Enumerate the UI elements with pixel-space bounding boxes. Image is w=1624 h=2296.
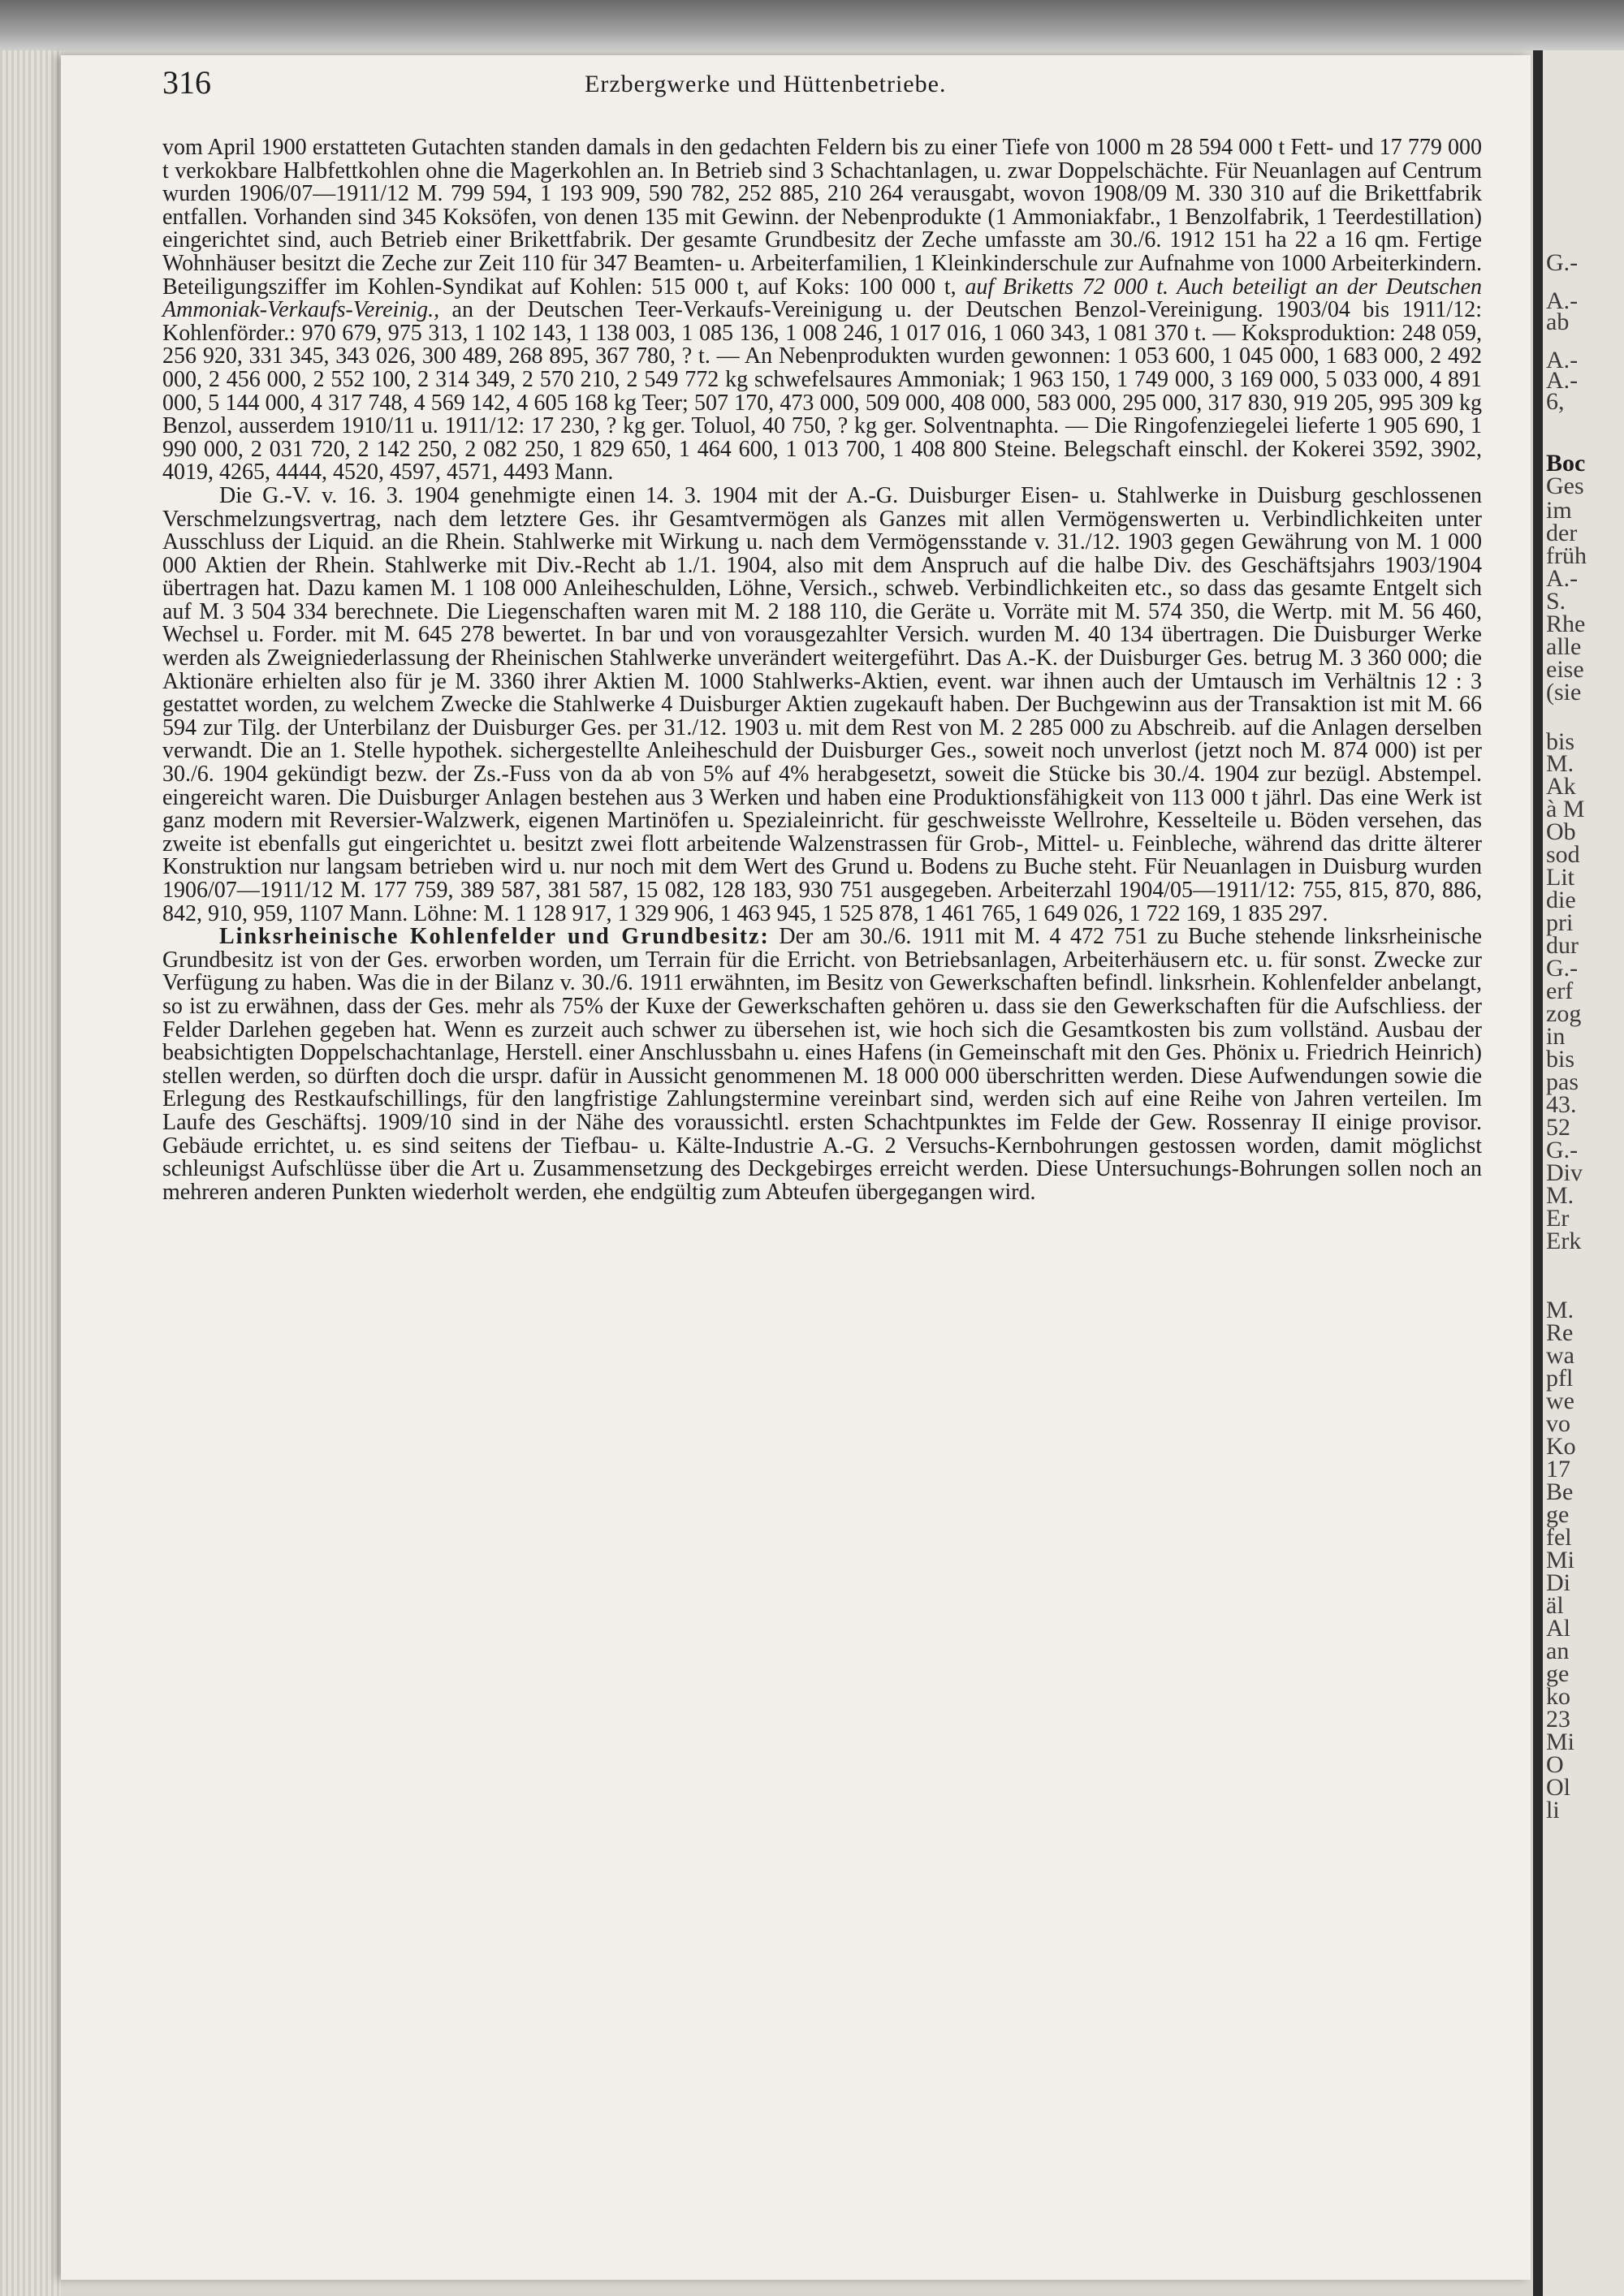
facing-page-fragment-text: äl [1546,1592,1564,1619]
facing-page-fragment-text: Be [1546,1478,1574,1505]
facing-page-fragment-text: M. [1546,1182,1574,1209]
facing-page-fragment-text: à M [1546,796,1585,822]
facing-page-fragment-text: S. [1546,588,1566,615]
facing-page-fragment-text: vo [1546,1410,1570,1437]
facing-page-fragment-text: O [1546,1751,1564,1778]
facing-page-fragment-text: 6, [1546,388,1565,415]
paragraph-2: Die G.-V. v. 16. 3. 1904 genehmigte einen 14. 3. 1904 mit der A.-G. Duisburger Eisen- u. Stahlwerke in Duisburg geschlossenen Verschmelzungsvertrag, nach dem letztere Ges. ihr Gesamtvermögen als Ganzes mit allen Vermögenswerten u. Verbindlichkeiten unter Ausschluss der Liquid. an die Rhein. Stahlwerke mit Wirkung u. nach dem Vermögensstande v. 31./12. 1903 gegen Gewährung von M. 1 000 000 Aktien der Rhein. Stahlwerke mit Div.-Recht ab 1./1. 1904, also mit dem Anspruch auf die halbe Div. des Geschäftsjahrs 1903/1904 übertragen hat. Dazu kamen M. 1 108 000 Anleiheschulden, Löhne, Versich., schweb. Verbindlichkeiten etc., so dass das gesamte Entgelt sich auf M. 3 504 334 berechnete. Die Liegenschaften waren mit M. 2 188 110, die Geräte u. Vorräte mit M. 574 350, die Wertp. mit M. 56 460, Wechsel u. Forder. mit M. 645 278 bewertet. In bar und von vorausgezahlter Versich. wurden M. 40 134 übertragen. Die Duisburger Werke werden als Zweigniederlassung der Rheinischen Stahlwerke unverändert weitergeführt. Das A.-K. der Duisburger Ges. betrug M. 3 360 000; die Aktionäre erhielten also für je M. 3360 ihrer Aktien M. 1000 Stahlwerks-Aktien, event. war ihnen auch der Umtausch im Verhältnis 12 : 3 gestattet worden, zu welchem Zwecke die Stahlwerke 4 Duisburger Aktien zugekauft haben. Der Buchgewinn aus der Transaktion ist mit M. 66 594 zur Tilg. der Unterbilanz der Duisburger Ges. per 31./12. 1903 u. mit dem Rest von M. 2 285 000 zu Abschreib. auf die Anlagen derselben verwandt. Die an 1. Stelle hypothek. sichergestellte Anleiheschuld der Duisburger Ges., soweit noch unverlost (jetzt noch M. 874 000) ist per 30./6. 1904 gekündigt bezw. der Zs.-Fuss von da ab von 5% auf 4% herabgesetzt, soweit die Stücke bis 30./4. 1904 zur bezügl. Abstempel. eingereicht waren. Die Duisburger Anlagen bestehen aus 3 Werken und haben eine Produktionsfähigkeit von 113 000 t jährl. Das eine Werk ist ganz modern mit Reversier-Walzwerk, eigenen Martinöfen u. Spezialeinricht. für geschweisste Wellrohre, Kesselteile u. Böden versehen, das zweite ist ebenfalls gut eingerichtet u. besitzt zwei flott arbeitende Walzenstrassen für Grob-, Mittel- u. Feinbleche, während das dritte älterer Konstruktion nur langsam betrieben wird u. nur noch mit dem Wert des Grund u. Bodens zu Buche steht. Für Neuanlagen in Duisburg wurden 1906/07—1911/12 M. 177 759, 389 587, 381 587, 15 082, 128 183, 930 751 ausgegeben. Arbeiterzahl 1904/05—1911/12: 755, 815, 870, 886, 842, 910, 959, 1107 Mann. Löhne: M. 1 128 917, 1 329 906, 1 463 945, 1 525 878, 1 461 765, 1 649 026, 1 722 169, 1 835 297. [162,482,1482,926]
facing-page-fragment-text: sod [1546,841,1580,868]
facing-page-fragment [1543,50,1624,2296]
facing-page-fragment-text: 23 [1546,1706,1570,1733]
facing-page-fragment-text: Ol [1546,1774,1570,1801]
facing-page-fragment-text: früh [1546,542,1587,569]
facing-page-fragment-text: 52 [1546,1114,1570,1141]
running-head: Erzbergwerke und Hüttenbetriebe. [585,71,947,97]
page-header [162,63,1478,104]
facing-page-fragment-text: Mi [1546,1728,1575,1755]
facing-page-fragment-text: wa [1546,1342,1574,1369]
facing-page-fragment-text: Re [1546,1319,1574,1346]
facing-page-fragment-text: we [1546,1388,1574,1414]
facing-page-fragment-text: Erk [1546,1228,1582,1254]
facing-page-fragment-text: Ak [1546,773,1576,800]
facing-page-fragment-text: ko [1546,1683,1570,1710]
section-heading: Linksrheinische Kohlenfelder und Grundbesitz: [219,924,770,950]
facing-page-fragment-text: li [1546,1797,1560,1823]
facing-page-fragment-text: 17 [1546,1456,1570,1482]
paragraph-3 [162,926,1482,1204]
facing-page-fragment-text: A.- [1546,347,1579,373]
paragraph-1-text-cont: an der Deutschen Teer-Verkaufs-Vereinigung u. der Deutschen Benzol-Vereinigung. 1903/04 bis 1911/12: Kohlenförder.: 970 679, 975 313, 1 102 143, 1 138 003, 1 085 136, 1 008 246, 1 017 016, 1 060 343, 1 081 370 t. — Koksproduktion: 248 059, 256 920, 331 345, 343 026, 300 489, 268 895, 367 780, ? t. — An Nebenprodukten wurden gewonnen: 1 053 600, 1 045 000, 1 683 000, 2 492 000, 2 456 000, 2 552 100, 2 314 349, 2 570 210, 2 549 772 kg schwefelsaures Ammoniak; 1 963 150, 1 749 000, 3 169 000, 5 033 000, 4 891 000, 5 144 000, 4 317 748, 4 569 142, 4 605 168 kg Teer; 507 170, 473 000, 509 000, 408 000, 583 000, 295 000, 317 830, 919 205, 995 309 kg Benzol, ausserdem 1910/11 u. 1911/12: 17 230, ? kg ger. Toluol, 40 750, ? kg ger. Solventnaphta. — Die Ringofenziegelei lieferte 1 905 690, 1 990 000, 2 031 720, 2 142 250, 2 082 250, 1 829 650, 1 464 600, 1 013 700, 1 408 800 Steine. Belegschaft einschl. der Kokerei 3592, 3902, 4019, 4265, 4444, 4520, 4597, 4571, 4493 Mann. [162,297,1482,486]
facing-page-fragment-text: Ges [1546,473,1584,499]
paragraph-1-text: vom April 1900 erstatteten Gutachten standen damals in den gedachten Feldern bis zu einer Tiefe von 1000 m 28 594 000 t Fett- und 17 779 000 t verkokbare Halbfettkohlen ohne die Magerkohlen an. In Betrieb sind 3 Schachtanlagen, u. zwar Doppelschächte. Für Neuanlagen auf Centrum wurden 1906/07—1911/12 M. 799 594, 1 193 909, 590 782, 252 885, 210 264 verausgabt, wovon 1908/09 M. 330 310 auf die Brikettfabrik entfallen. Vorhanden sind 345 Koksöfen, von denen 135 mit Gewinn. der Nebenprodukte (1 Ammoniakfabr., 1 Benzolfabrik, 1 Teerdestillation) eingerichtet sind, auch Betrieb einer Brikettfabrik. Der gesamte Grundbesitz der Zeche umfasste am 30./6. 1912 151 ha 22 a 16 qm. Fertige Wohnhäuser besitzt die Zeche zur Zeit 110 für 347 Beamten- u. Arbeiterfamilien, 1 Kleinkinderschule zur Aufnahme von 1000 Arbeiterkindern. Beteiligungsziffer im Kohlen-Syndikat auf Kohlen: 515 000 t, auf Koks: 100 000 t, [162,135,1482,300]
facing-page-fragment-text: Rhe [1546,611,1586,637]
facing-page-fragment-text: Mi [1546,1547,1575,1573]
facing-page-fragment-text: A.- [1546,565,1579,592]
facing-page-fragment-text: Er [1546,1205,1570,1232]
facing-page-fragment-text: zog [1546,1000,1582,1027]
facing-page-fragment-text: im [1546,497,1572,524]
facing-page-fragment-text: G.- [1546,249,1579,276]
facing-page-fragment-text: bis [1546,1046,1575,1072]
facing-page-fragment-text: alle [1546,633,1582,660]
paragraph-1 [162,136,1482,485]
facing-page-fragment-text: pas [1546,1068,1579,1095]
paragraph-1-italic: auf Briketts 72 000 t. Auch beteiligt an der Deutschen Ammoniak-Verkaufs-Vereinig., [162,274,1482,323]
facing-page-fragment-text: Ko [1546,1433,1576,1460]
body-text [162,136,1482,1204]
facing-page-fragment-text: pfl [1546,1365,1574,1392]
facing-page-fragment-text: G.- [1546,955,1579,982]
facing-page-fragment-text: eise [1546,656,1584,683]
facing-page-fragment-text: Lit [1546,864,1574,891]
facing-page-fragment-text: A.- [1546,287,1579,314]
facing-page-fragment-text: M. [1546,750,1574,777]
facing-page-fragment-text: fel [1546,1524,1572,1551]
book-gutter [1533,50,1543,2296]
facing-page-fragment-text: pri [1546,909,1574,936]
facing-page-fragment-text: A.- [1546,367,1579,394]
facing-page-fragment-text: Boc [1546,450,1586,477]
facing-page-fragment-text: ab [1546,309,1570,335]
facing-page-fragment-text: M. [1546,1297,1574,1323]
facing-page-fragment-text: Ob [1546,818,1576,845]
facing-page-fragment-text: ge [1546,1660,1570,1687]
facing-page-fragment-text: die [1546,887,1576,913]
facing-page-fragment-text: in [1546,1023,1566,1050]
facing-page-fragment-text: 43. [1546,1091,1577,1118]
facing-page-fragment-text: dur [1546,932,1579,959]
facing-page-fragment-text: Al [1546,1615,1570,1642]
facing-page-fragment-text: Di [1546,1569,1570,1596]
scan-left-edge [0,50,61,2296]
facing-page-fragment-text: G.- [1546,1137,1579,1163]
page-number: 316 [162,64,211,101]
scan-top-edge [0,0,1624,50]
facing-page-fragment-text: an [1546,1638,1570,1664]
paragraph-3-text: Der am 30./6. 1911 mit M. 4 472 751 zu Buche stehende linksrheinische Grundbesitz ist von der Ges. erworben worden, um Terrain für die Erricht. von Betriebsanlagen, Arbeiterhäusern etc. u. für sonst. Zwecke zur Verfügung zu haben. Was die in der Bilanz v. 30./6. 1911 erwähnten, im Besitz von Gewerkschaften befindl. linksrhein. Kohlenfelder anbelangt, so ist zu erwähnen, dass der Ges. mehr als 75% der Kuxe der Gewerkschaften gehören u. dass sie den Gewerkschaften für die Aufschliess. der Felder Darlehen gegeben hat. Wenn es zurzeit auch schwer zu übersehen ist, wie hoch sich die Gesamtkosten bis zum vollständ. Ausbau der beabsichtigten Doppelschachtanlage, Herstell. einer Anschlussbahn u. eines Hafens (in Gemeinschaft mit den Ges. Phönix u. Friedrich Heinrich) stellen werden, so dürften doch die urspr. dafür in Aussicht genommenen M. 18 000 000 überschritten werden. Diese Aufwendungen sowie die Erlegung des Restkaufschillings, für den langfristige Zahlungstermine vereinbart sind, werden sich auf eine Reihe von Jahren verteilen. Im Laufe des Geschäftsj. 1909/10 sind in der Nähe des voraussichtl. ersten Schachtpunktes im Felde der Gew. Rossenray II einige provisor. Gebäude errichtet, u. es sind seitens der Tiefbau- u. Kälte-Industrie A.-G. 2 Versuchs-Kernbohrungen gestossen worden, damit möglichst schleunigst Aufschlüsse über die Art u. Zusammensetzung des Deckgebirges erreicht werden. Diese Untersuchungs-Bohrungen sollen noch an mehreren anderen Punkten wiederholt werden, ehe endgültig zum Abteufen übergegangen wird. [162,924,1483,1205]
facing-page-fragment-text: (sie [1546,679,1582,706]
facing-page-fragment-text: ge [1546,1501,1570,1528]
facing-page-fragment-text: Div [1546,1159,1583,1186]
facing-page-fragment-text: erf [1546,978,1574,1004]
facing-page-fragment-text: bis [1546,728,1575,755]
facing-page-fragment-text: der [1546,520,1578,546]
